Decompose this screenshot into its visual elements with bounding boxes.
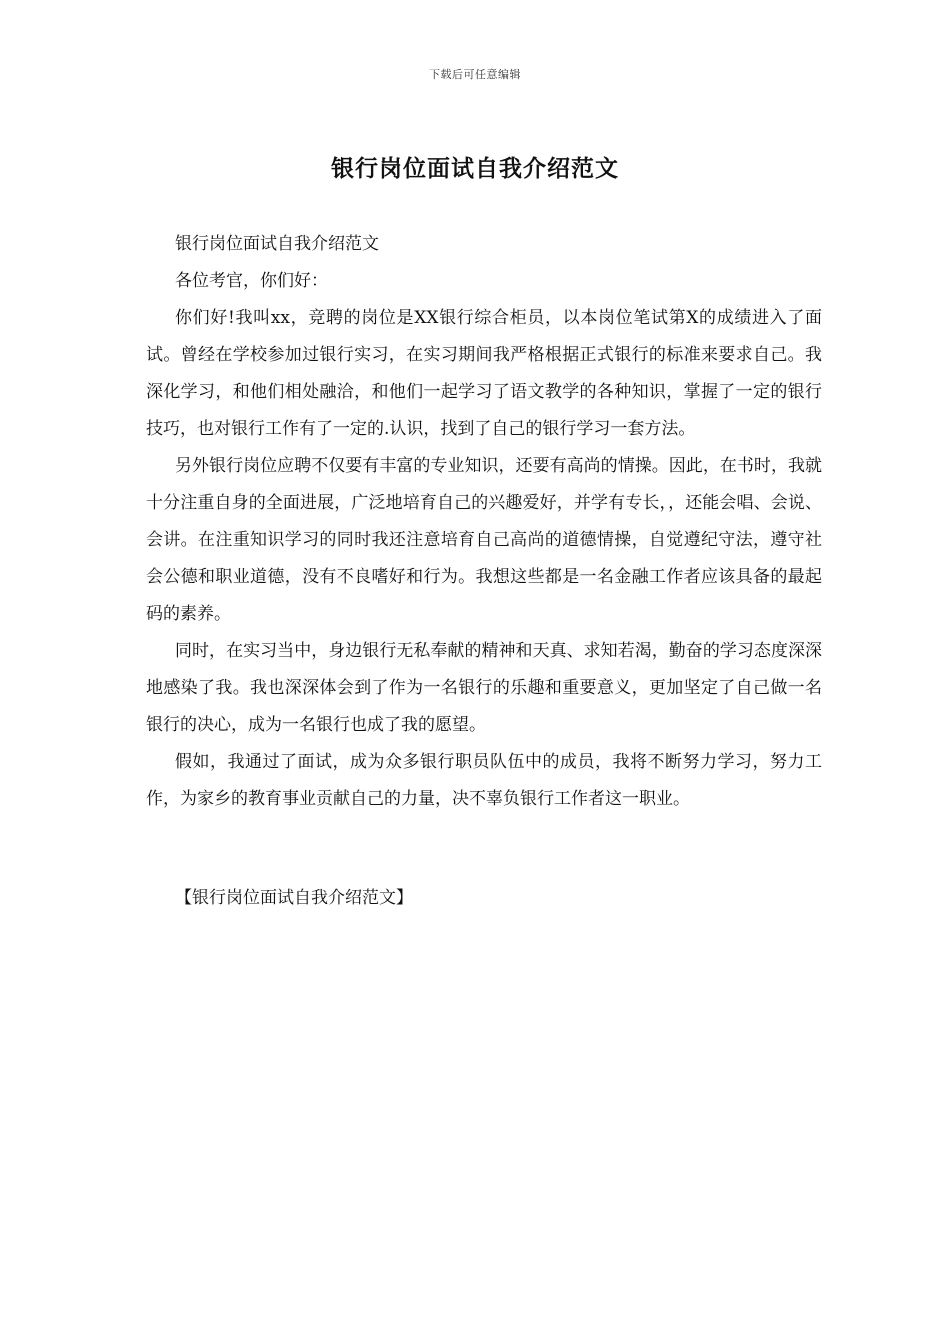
paragraph-greeting: 各位考官，你们好： — [175, 271, 328, 291]
paragraph-qualities: 另外银行岗位应聘不仅要有丰富的专业知识，还要有高尚的情操。因此，在书时，我就十分注重自身的全面进展，广泛地培育自己的兴趣爱好，并学有专长，，还能会唱、会说、会讲。在注重知识学习的同时我还注意培育自己高尚的道德情操，自觉遵纪守法，遵守社会公德和职业道德，没有不良嗜好和行为。我想这些都是一名金融工作者应该具备的最起码的素养。 — [146, 456, 822, 624]
paragraph-internship: 同时，在实习当中，身边银行无私奉献的精神和天真、求知若渴，勤奋的学习态度深深地感染了我。我也深深体会到了作为一名银行的乐趣和重要意义，更加坚定了自己做一名银行的决心，成为一名银行也成了我的愿望。 — [146, 641, 822, 735]
header-note: 下载后可任意编辑 — [429, 68, 521, 81]
paragraph-subtitle: 银行岗位面试自我介绍范文 — [175, 234, 379, 254]
page-title: 银行岗位面试自我介绍范文 — [331, 156, 619, 182]
footer-tag: 【银行岗位面试自我介绍范文】 — [175, 888, 413, 908]
document-body — [146, 226, 822, 818]
paragraph-closing: 假如，我通过了面试，成为众多银行职员队伍中的成员，我将不断努力学习，努力工作，为家乡的教育事业贡献自己的力量，决不辜负银行工作者这一职业。 — [146, 752, 822, 809]
paragraph-introduction: 你们好!我叫xx，竞聘的岗位是XX银行综合柜员，以本岗位笔试第X的成绩进入了面试。曾经在学校参加过银行实习，在实习期间我严格根据正式银行的标准来要求自己。我深化学习，和他们相处融洽，和他们一起学习了语文教学的各种知识，掌握了一定的银行技巧，也对银行工作有了一定的.认识，找到了自己的银行学习一套方法。 — [146, 308, 822, 439]
